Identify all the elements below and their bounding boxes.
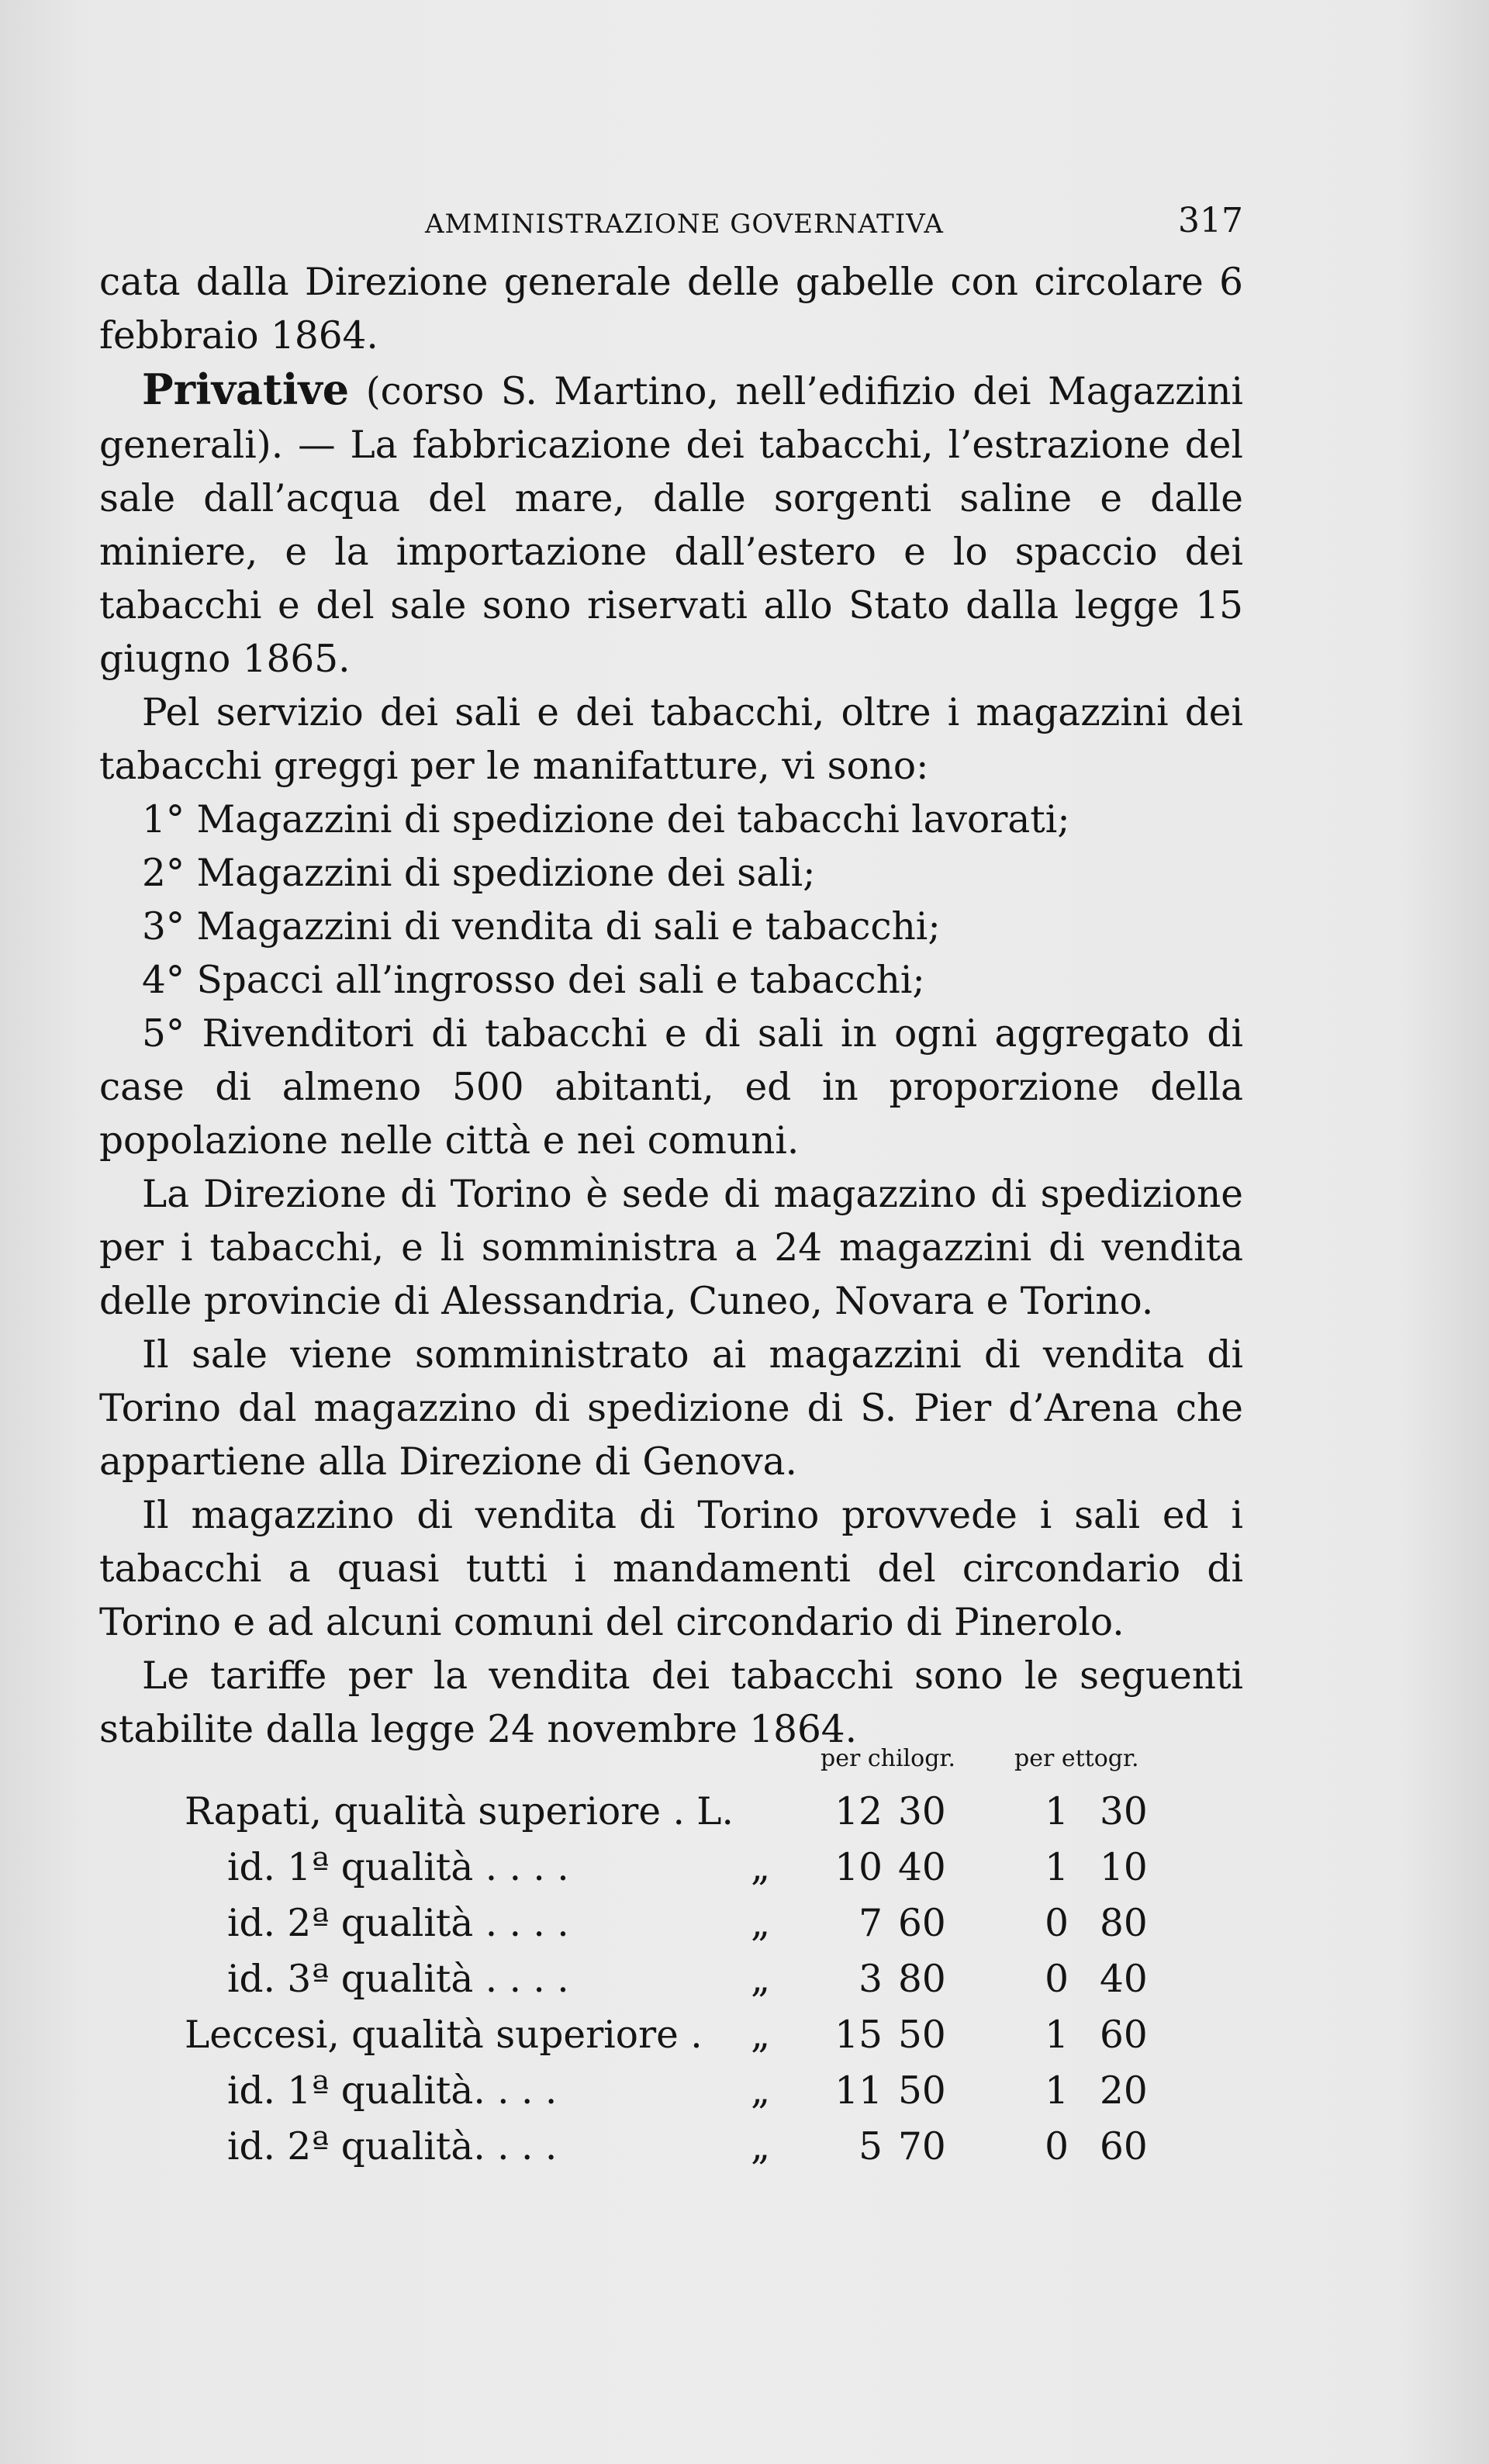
price-hg-cents: 80: [1100, 1902, 1148, 1945]
page-header: [99, 198, 1243, 244]
paragraph: cata dalla Direzione generale delle gabelle con circolare 6 febbraio 1864.: [99, 261, 1243, 358]
paragraph: Il sale viene somministrato ai magazzini di vendita di Torino dal magazzino di spedizione di S. Pier d’Arena che appartiene alla Direzione di Genova.: [99, 1333, 1243, 1484]
list-item: 2° Magazzini di spedizione dei sali;: [142, 852, 816, 895]
column-header-per-kg: per chilogr.: [821, 1745, 955, 1772]
table-row: [99, 2125, 1243, 2181]
body-text: [99, 256, 1243, 1757]
price-kg-lire: 15: [834, 2013, 883, 2057]
price-kg-lire: 12: [834, 1790, 883, 1833]
page-number: 317: [1178, 201, 1243, 240]
row-label: id. 1ª qualità. . . .: [227, 2069, 558, 2113]
price-kg-cents: 40: [898, 1846, 946, 1889]
price-hg-cents: 20: [1100, 2069, 1148, 2113]
section-heading: Privative: [142, 365, 350, 414]
ditto-mark: „: [751, 1958, 771, 2001]
row-label: id. 2ª qualità . . . .: [227, 1902, 569, 1945]
paragraph-text: (corso S. Martino, nell’edifizio dei Magazzini generali). — La fabbricazione dei tabacchi, l’estrazione del sale dall’acqua del mare, dalle sorgenti saline e dalle miniere, e la importazione dall’estero e lo spaccio dei tabacchi e del sale sono riservati allo Stato dalla legge 15 giugno 1865.: [99, 370, 1243, 681]
price-kg-lire: 5: [859, 2125, 883, 2169]
price-kg-cents: 70: [898, 2125, 946, 2169]
price-hg-lire: 1: [1045, 2069, 1069, 2113]
price-kg-lire: 7: [859, 1902, 883, 1945]
price-hg-cents: 60: [1100, 2013, 1148, 2057]
ditto-mark: „: [751, 2013, 771, 2057]
price-kg-cents: 50: [898, 2013, 946, 2057]
price-kg-lire: 10: [834, 1846, 883, 1889]
row-label: id. 1ª qualità . . . .: [227, 1846, 569, 1889]
price-kg-lire: 3: [859, 1958, 883, 2001]
row-label: id. 3ª qualità . . . .: [227, 1958, 569, 2001]
paragraph-privative: [99, 363, 1243, 686]
price-hg-lire: 1: [1045, 1846, 1069, 1889]
price-kg-lire: 11: [834, 2069, 883, 2113]
price-hg-cents: 40: [1100, 1958, 1148, 2001]
price-hg-cents: 60: [1100, 2125, 1148, 2169]
table-row: [99, 1790, 1243, 1846]
row-label: Rapati, qualità superiore . L.: [185, 1790, 734, 1833]
price-hg-lire: 0: [1045, 1902, 1069, 1945]
table-row: [99, 1958, 1243, 2013]
column-header-per-hg: per ettogr.: [1014, 1745, 1139, 1772]
table-row: [99, 2013, 1243, 2069]
ditto-mark: „: [751, 1846, 771, 1889]
price-hg-lire: 0: [1045, 2125, 1069, 2169]
price-hg-cents: 30: [1100, 1790, 1148, 1833]
price-hg-cents: 10: [1100, 1846, 1148, 1889]
list-item: 4° Spacci all’ingrosso dei sali e tabacchi;: [142, 959, 925, 1002]
list-item: 3° Magazzini di vendita di sali e tabacchi;: [142, 905, 941, 949]
price-kg-cents: 30: [898, 1790, 946, 1833]
paragraph: Le tariffe per la vendita dei tabacchi sono le seguenti stabilite dalla legge 24 novembre 1864.: [99, 1654, 1243, 1751]
running-title: AMMINISTRAZIONE GOVERNATIVA: [425, 209, 944, 240]
ditto-mark: „: [751, 2125, 771, 2169]
price-kg-cents: 60: [898, 1902, 946, 1945]
table-row: [99, 1846, 1243, 1902]
table-row: [99, 2069, 1243, 2125]
ditto-mark: „: [751, 2069, 771, 2113]
price-hg-lire: 1: [1045, 1790, 1069, 1833]
price-hg-lire: 0: [1045, 1958, 1069, 2001]
paragraph: La Direzione di Torino è sede di magazzino di spedizione per i tabacchi, e li somministra a 24 magazzini di vendita delle provincie di Alessandria, Cuneo, Novara e Torino.: [99, 1173, 1243, 1323]
table-row: [99, 1902, 1243, 1958]
row-label: id. 2ª qualità. . . .: [227, 2125, 558, 2169]
list-item: 1° Magazzini di spedizione dei tabacchi lavorati;: [142, 798, 1070, 841]
ditto-mark: „: [751, 1902, 771, 1945]
paragraph: Pel servizio dei sali e dei tabacchi, oltre i magazzini dei tabacchi greggi per le manifatture, vi sono:: [99, 691, 1243, 788]
row-label: Leccesi, qualità superiore .: [185, 2013, 703, 2057]
paragraph: Il magazzino di vendita di Torino provvede i sali ed i tabacchi a quasi tutti i mandamenti del circondario di Torino e ad alcuni comuni del circondario di Pinerolo.: [99, 1494, 1243, 1644]
list-item: 5° Rivenditori di tabacchi e di sali in ogni aggregato di case di almeno 500 abitanti, ed in proporzione della popolazione nelle città e nei comuni.: [99, 1012, 1243, 1163]
price-kg-cents: 80: [898, 1958, 946, 2001]
price-hg-lire: 1: [1045, 2013, 1069, 2057]
price-kg-cents: 50: [898, 2069, 946, 2113]
